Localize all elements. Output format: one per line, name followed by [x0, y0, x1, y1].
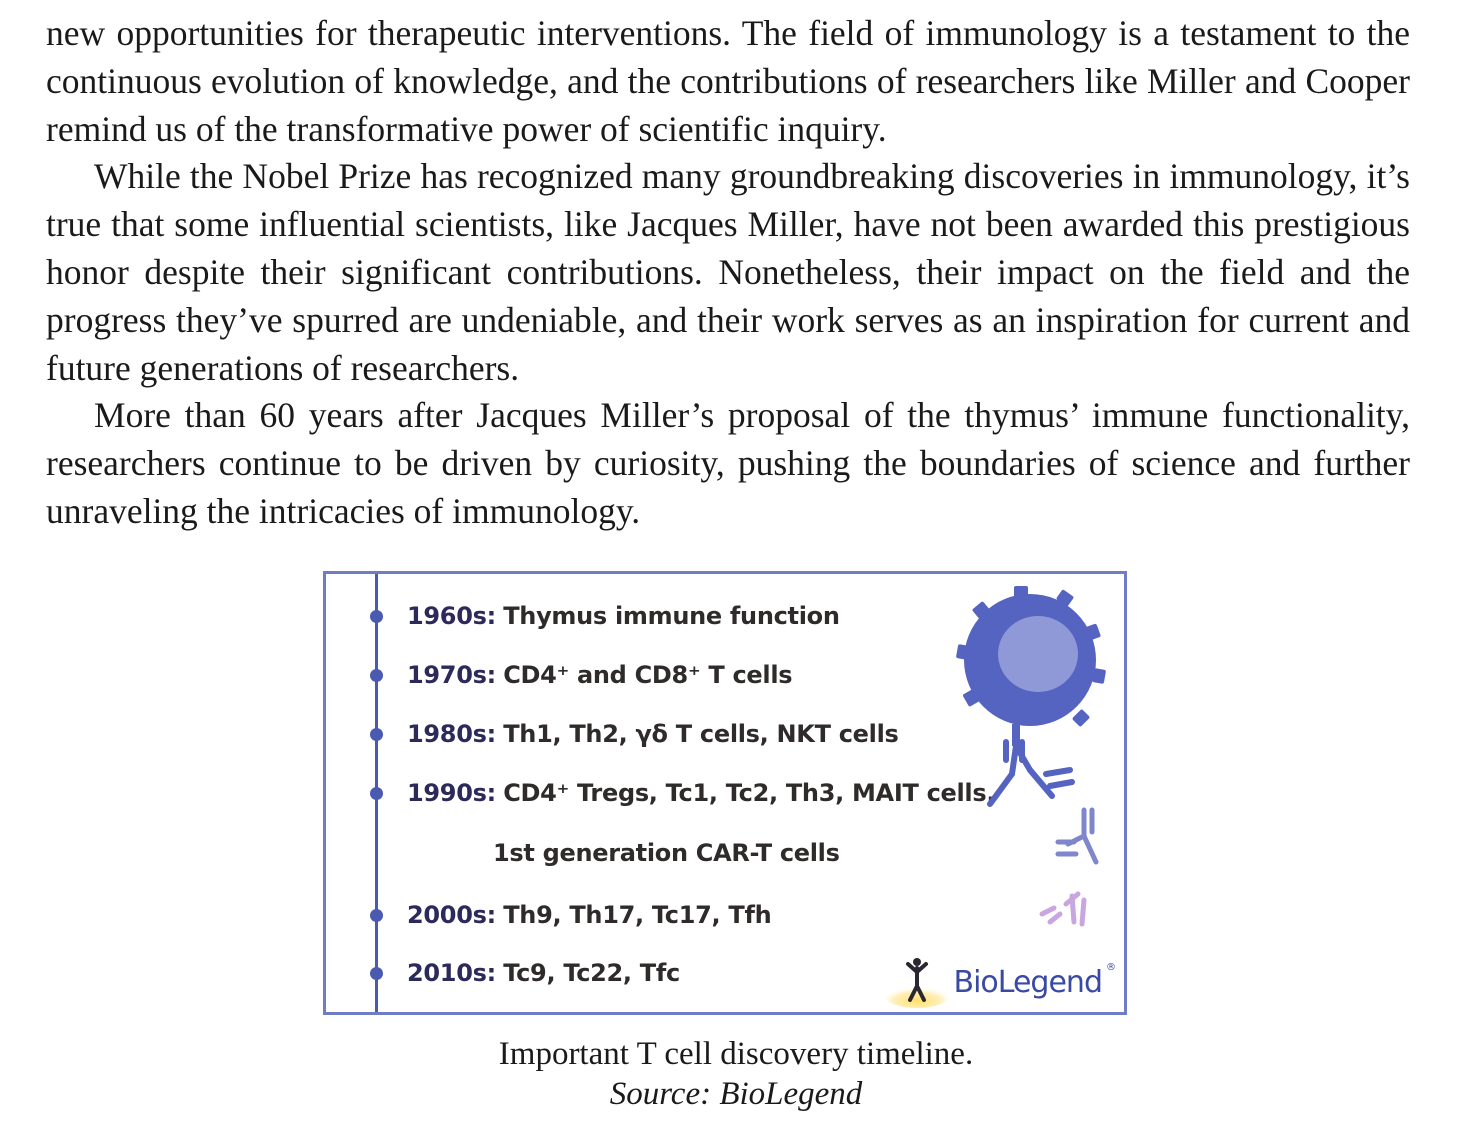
- timeline-decade: 1960s:: [407, 602, 496, 630]
- timeline-decade: 2000s:: [407, 901, 496, 929]
- body-text: [46, 10, 1410, 536]
- timeline-dot: [370, 728, 383, 741]
- figure-source: Source: BioLegend: [609, 1076, 863, 1112]
- timeline-detail: Th9, Th17, Tc17, Tfh: [503, 901, 772, 929]
- timeline-dot: [370, 909, 383, 922]
- timeline-dot: [370, 787, 383, 800]
- t-cell-timeline-figure: [323, 571, 1127, 1015]
- paragraph-2: While the Nobel Prize has recognized many groundbreaking discoveries in immunology, it’s true that some influential scientists, like Jacques Miller, have not been awarded this prestigious honor despite their significant contributions. Nonetheless, their impact on the field and the progress they’ve spurred are undeniable, and their work serves as an inspiration for current and future generations of researchers.: [46, 156, 1410, 388]
- timeline-decade: 1980s:: [407, 720, 496, 748]
- timeline-detail: Th1, Th2, γδ T cells, NKT cells: [503, 720, 899, 748]
- biolegend-logo-icon: [884, 956, 950, 1008]
- timeline-decade: 1970s:: [407, 661, 496, 689]
- timeline-detail: Thymus immune function: [503, 602, 840, 630]
- biolegend-logo-text: BioLegend: [953, 964, 1102, 1000]
- timeline-detail-continued: 1st generation CAR-T cells: [493, 839, 840, 867]
- paragraph-1: new opportunities for therapeutic interventions. The field of immunology is a testament to the continuous evolution of knowledge, and the contributions of researchers like Miller and Cooper remind us of the transformative power of scientific inquiry.: [46, 13, 1410, 149]
- biolegend-logo: [884, 956, 1116, 1008]
- antibody-icon-1: [990, 742, 1072, 804]
- paragraph-3: More than 60 years after Jacques Miller’s proposal of the thymus’ immune functionality, researchers continue to be driven by curiosity, pushing the boundaries of science and further unraveling the intricacies of immunology.: [46, 395, 1410, 531]
- t-cell-illustration: [946, 574, 1126, 954]
- antibody-icon-3: [1042, 894, 1084, 924]
- t-cell-icon: [956, 586, 1106, 746]
- timeline-decade: 2010s:: [407, 959, 496, 987]
- timeline-detail: Tc9, Tc22, Tfc: [503, 959, 680, 987]
- timeline-dot: [370, 967, 383, 980]
- timeline-dot: [370, 610, 383, 623]
- registered-mark: ®: [1106, 962, 1116, 973]
- figure-caption: Important T cell discovery timeline.: [498, 1036, 974, 1072]
- timeline-detail: CD4⁺ and CD8⁺ T cells: [503, 661, 793, 689]
- timeline-decade: 1990s:: [407, 779, 496, 807]
- timeline-dot: [370, 669, 383, 682]
- antibody-icon-2: [1058, 810, 1096, 862]
- timeline-detail: CD4⁺ Tregs, Tc1, Tc2, Th3, MAIT cells,: [503, 779, 996, 807]
